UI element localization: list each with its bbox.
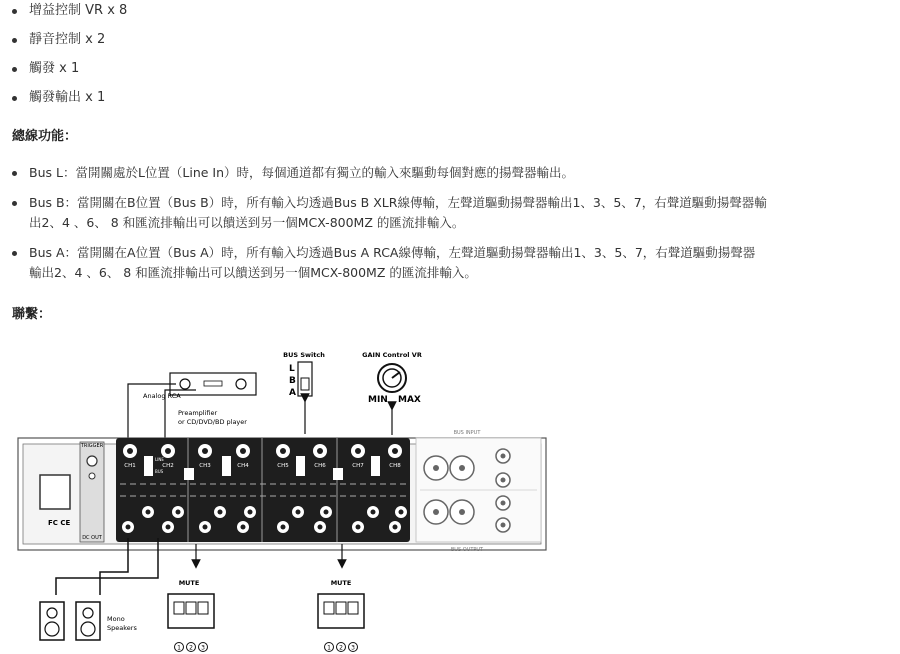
analog-rca-label: Analog RCA	[143, 392, 181, 400]
dc-out-label: DC OUT	[82, 535, 102, 541]
list-item: 增益控制 VR x 8	[12, 2, 127, 19]
channel-label-7: CH7	[352, 463, 364, 469]
ce-mark: FC CE	[48, 519, 71, 527]
bus-output-label: BUS OUTPUT	[450, 547, 484, 553]
gain-control-label: GAIN Control VR	[362, 351, 422, 359]
bus-a-description: Bus A：當開關在A位置（Bus A）時，所有輸入均透過Bus A RCA線傳輸，左聲道驅動揚聲器輸出1、3、5、7，右聲道驅動揚聲器 輸出2、4 、6、 8 和匯流排輸出可以饋送到另一個MCX-800MZ 的匯流排輸入。	[12, 243, 755, 283]
terminal-number: 2	[339, 644, 343, 652]
channel-label-8: CH8	[389, 463, 401, 469]
bus-l-description: Bus L：當開關處於L位置（Line In）時，每個通道都有獨立的輸入來驅動每個對應的揚聲器輸出。	[12, 163, 574, 183]
channel-label-4: CH4	[237, 463, 249, 469]
section-heading: 總線功能：	[12, 129, 78, 144]
bus-b-description: Bus B：當開關在B位置（Bus B）時，所有輸入均透過Bus B XLR線傳輸，左聲道驅動揚聲器輸出1、3、5、7，右聲道驅動揚聲器輸 出2、4 、6、 8 和匯流排輸出可以饋送到另一個MCX-800MZ 的匯流排輸入。	[12, 193, 767, 233]
line-tag: LINE	[155, 457, 164, 462]
preamp-label-2: or CD/DVD/BD player	[178, 418, 247, 426]
mute-label-right: MUTE	[330, 579, 352, 587]
gain-max-label: MAX	[398, 395, 421, 405]
terminal-number: 1	[177, 644, 181, 652]
terminal-number: 3	[201, 644, 205, 652]
power-inlet-icon	[40, 475, 70, 509]
switch-letter-l: L	[289, 364, 295, 374]
bus-tag: BUS	[155, 469, 164, 474]
switch-letter-b: B	[289, 376, 296, 386]
section-heading: 聯繫：	[12, 307, 52, 322]
list-item: 觸發輸出 x 1	[12, 89, 105, 106]
channel-label-6: CH6	[314, 463, 326, 469]
mono-speakers-label-2: Speakers	[107, 624, 137, 632]
mono-speakers-label: Mono	[107, 615, 125, 623]
list-item: 靜音控制 x 2	[12, 31, 105, 48]
preamp-label: Preamplifier	[178, 409, 218, 417]
switch-letter-a: A	[289, 388, 296, 398]
gain-min-label: MIN	[368, 395, 388, 405]
channel-label-3: CH3	[199, 463, 211, 469]
terminal-number: 1	[327, 644, 331, 652]
trigger-label: TRIGGER	[80, 443, 104, 449]
channel-module	[116, 438, 410, 542]
mute-label-left: MUTE	[178, 579, 200, 587]
bus-input-label: BUS INPUT	[453, 430, 481, 436]
bus-switch-label: BUS Switch	[283, 351, 325, 359]
channel-label-2: CH2	[162, 463, 174, 469]
terminal-number: 3	[351, 644, 355, 652]
terminal-number: 2	[189, 644, 193, 652]
list-item: 觸發 x 1	[12, 60, 79, 77]
connection-diagram	[0, 340, 900, 654]
channel-label-5: CH5	[277, 463, 289, 469]
channel-label-1: CH1	[124, 463, 136, 469]
